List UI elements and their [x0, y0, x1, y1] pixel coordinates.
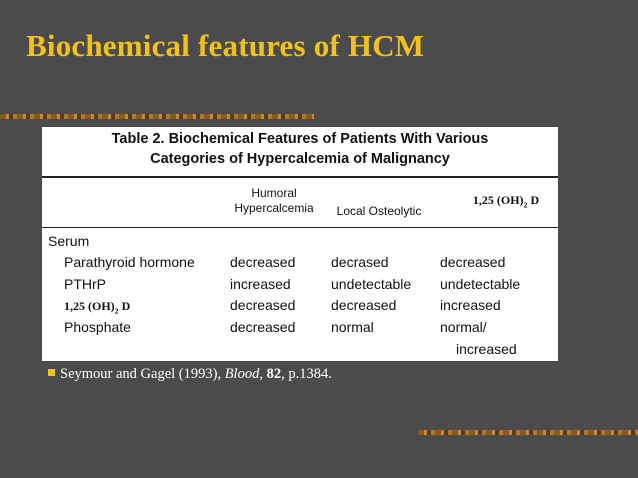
citation	[48, 366, 332, 383]
row-label-main: 1,25 (OH)	[64, 299, 115, 313]
citation-pages: , p.1384.	[281, 366, 332, 382]
table-row	[42, 297, 558, 318]
cell-vitd: decreased	[440, 254, 506, 270]
cell-humoral: decreased	[230, 297, 296, 313]
row-label-end: D	[118, 299, 131, 313]
cell-local: normal	[331, 319, 374, 335]
column-header-humoral	[228, 186, 320, 216]
row-label: Phosphate	[64, 319, 131, 335]
row-label	[64, 299, 130, 315]
column-header-vitd	[454, 193, 558, 212]
table-divider-top	[42, 176, 558, 178]
table-row	[42, 319, 558, 340]
cell-humoral: increased	[230, 276, 291, 292]
column-header-local: Local Osteolytic	[336, 204, 422, 218]
row-label-sub: 2	[114, 306, 119, 316]
citation-volume: 82	[266, 366, 282, 382]
cell-vitd: undetectable	[440, 276, 521, 292]
row-label: Parathyroid hormone	[64, 254, 195, 270]
table-divider-header	[42, 227, 558, 228]
cell-local: undetectable	[331, 276, 412, 292]
bullet-icon	[48, 369, 55, 376]
table-row	[42, 276, 558, 297]
cell-vitd: normal/	[440, 319, 487, 335]
section-label: Serum	[48, 233, 90, 249]
table-caption-line1: Table 2. Biochemical Features of Patients With Various	[111, 131, 489, 147]
cell-vitd: increased	[440, 297, 501, 313]
cell-local: decrased	[331, 254, 389, 270]
table-caption	[42, 129, 558, 169]
table-caption-line2: Categories of Hypercalcemia of Malignancy	[150, 151, 450, 167]
decorative-rule-top	[0, 114, 314, 119]
cell-humoral: decreased	[230, 254, 296, 270]
citation-journal: Blood	[224, 366, 260, 382]
citation-separator: ,	[259, 366, 267, 382]
citation-authors: Seymour and Gagel (1993),	[60, 366, 225, 382]
column-header-humoral-line2: Hypercalcemia	[234, 201, 314, 215]
slide-title: Biochemical features of HCM	[26, 28, 425, 63]
cell-humoral: decreased	[230, 319, 296, 335]
column-header-vitd-end: D	[527, 193, 540, 207]
decorative-rule-bottom	[418, 430, 638, 435]
row-label: PTHrP	[64, 276, 106, 292]
table-image	[42, 127, 558, 361]
column-header-vitd-main: 1,25 (OH)	[472, 193, 524, 207]
cell-local: decreased	[331, 297, 397, 313]
table-row	[42, 254, 558, 275]
column-header-humoral-line1: Humoral	[251, 186, 297, 200]
column-header-vitd-sub: 2	[523, 200, 528, 210]
cell-continuation: increased	[456, 341, 517, 357]
